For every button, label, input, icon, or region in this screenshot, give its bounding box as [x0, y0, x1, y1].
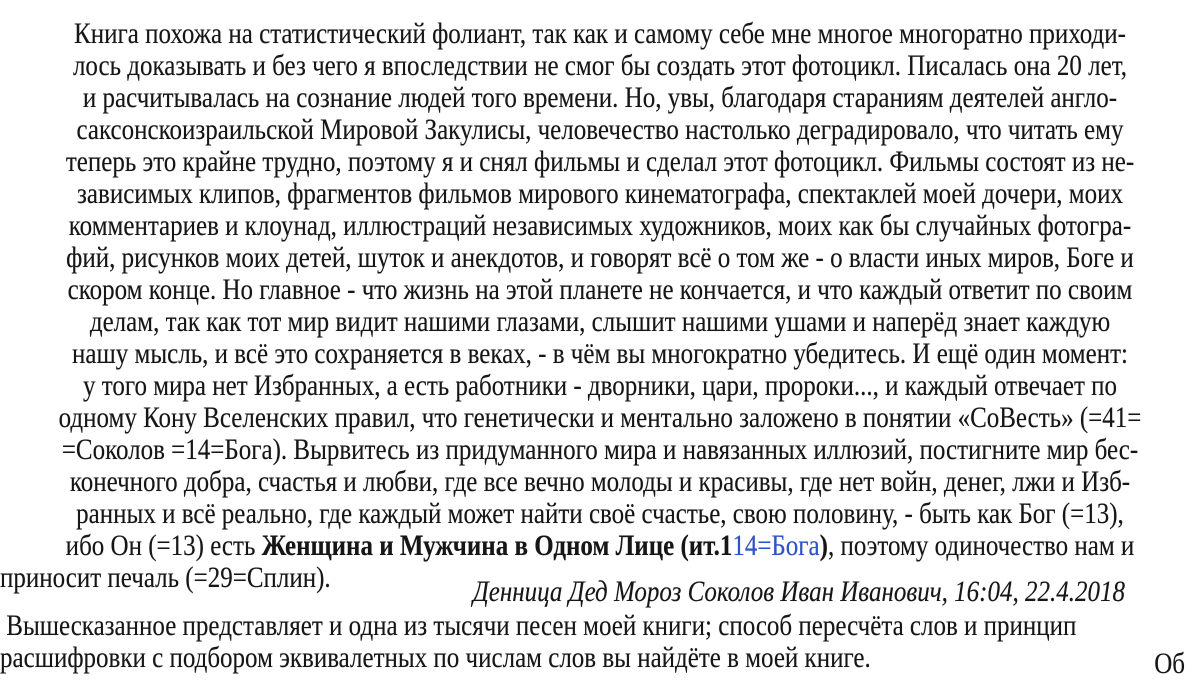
- text-line: [0, 498, 1200, 530]
- text-segment: делам, так как тот мир видит нашими глазами, слышит нашими ушами и наперёд знает каждую: [89, 305, 1111, 338]
- text-segment: теперь это крайне трудно, поэтому я и снял фильмы и сделал этот фотоцикл. Фильмы состоят из не-: [65, 145, 1135, 178]
- text-line: [0, 146, 1200, 178]
- text-line: [0, 338, 1200, 370]
- text-segment: приносит печаль (=29=Сплин).: [0, 561, 331, 594]
- text-line: [0, 434, 1200, 466]
- text-line: [0, 370, 1200, 402]
- bold-text-segment: ): [819, 529, 828, 562]
- text-line: [0, 530, 1200, 562]
- inline-link[interactable]: 14=Бога: [732, 529, 820, 562]
- text-line: [0, 561, 1200, 608]
- text-line: [0, 466, 1200, 498]
- text-segment: =Соколов =14=Бога). Вырвитесь из придуманного мира и навязанных иллюзий, постигните мир бес-: [61, 433, 1139, 466]
- text-segment: ранных и всё реально, где каждый может найти своё счастье, свою половину, - быть как Бог (=13),: [76, 497, 1124, 530]
- text-line: [0, 610, 1200, 642]
- text-line: [0, 210, 1200, 242]
- text-segment: фий, рисунков моих детей, шуток и анекдотов, и говорят всё о том же - о власти иных миров, Боге и: [66, 241, 1134, 274]
- bold-text-segment: Женщина и Мужчина в Одном Лице (ит.1: [261, 529, 733, 562]
- text-segment: скором конце. Но главное - что жизнь на этой планете не кончается, и что каждый ответит по своим: [67, 273, 1133, 306]
- text-segment: и расчитывалась на сознание людей того времени. Но, увы, благодаря стараниям деятелей англо-: [82, 81, 1118, 114]
- text-line: [0, 178, 1200, 210]
- text-segment: , поэтому одиночество нам и: [827, 529, 1135, 562]
- text-segment: Вышесказанное представляет и одна из тысячи песен моей книги; способ пересчёта слов и принцип: [0, 609, 1077, 642]
- text-segment: у того мира нет Избранных, а есть работники - дворники, цари, пророки..., и каждый отвечает по: [82, 369, 1118, 402]
- text-line: [0, 82, 1200, 114]
- text-segment: лось доказывать и без чего я впоследствии не смог бы создать этот фотоцикл. Писалась она 20 лет,: [72, 49, 1128, 82]
- text-segment: нашу мысль, и всё это сохраняется в веках, - в чём вы многократно убедитесь. И ещё один момент:: [72, 337, 1128, 370]
- text-line: [0, 274, 1200, 306]
- text-line: [0, 242, 1200, 274]
- text-line: [0, 306, 1200, 338]
- text-segment: одному Кону Вселенских правил, что генетически и ментально заложено в понятии «СоВесть» (=41=: [58, 401, 1142, 434]
- text-line: [0, 402, 1200, 434]
- text-line: [0, 18, 1200, 50]
- text-line: [0, 50, 1200, 82]
- page-marker: Об: [1154, 647, 1185, 680]
- text-segment: зависимых клипов, фрагментов фильмов мирового кинематографа, спектаклей моей дочери, моих: [77, 177, 1123, 210]
- text-segment: ибо Он (=13) есть: [65, 529, 262, 562]
- text-segment: комментариев и клоунад, иллюстраций независимых художников, моих как бы случайных фотогра-: [68, 209, 1132, 242]
- main-paragraph: [0, 17, 1200, 608]
- text-line: [0, 114, 1200, 146]
- text-segment: расшифровки с подбором эквивалетных по числам слов вы найдёте в моей книге.: [0, 641, 871, 674]
- signature-text: Денница Дед Мороз Соколов Иван Иванович, 16:04, 22.4.2018: [472, 575, 1125, 608]
- text-segment: саксонскоизраильской Мировой Закулисы, человечество настолько деградировало, что читать ему: [76, 113, 1124, 146]
- text-segment: конечного добра, счастья и любви, где все вечно молоды и красивы, где нет войн, денег, лжи и Изб-: [69, 465, 1131, 498]
- text-segment: Книга похожа на статистический фолиант, так как и самому себе мне многое многоратно приходи-: [74, 17, 1126, 50]
